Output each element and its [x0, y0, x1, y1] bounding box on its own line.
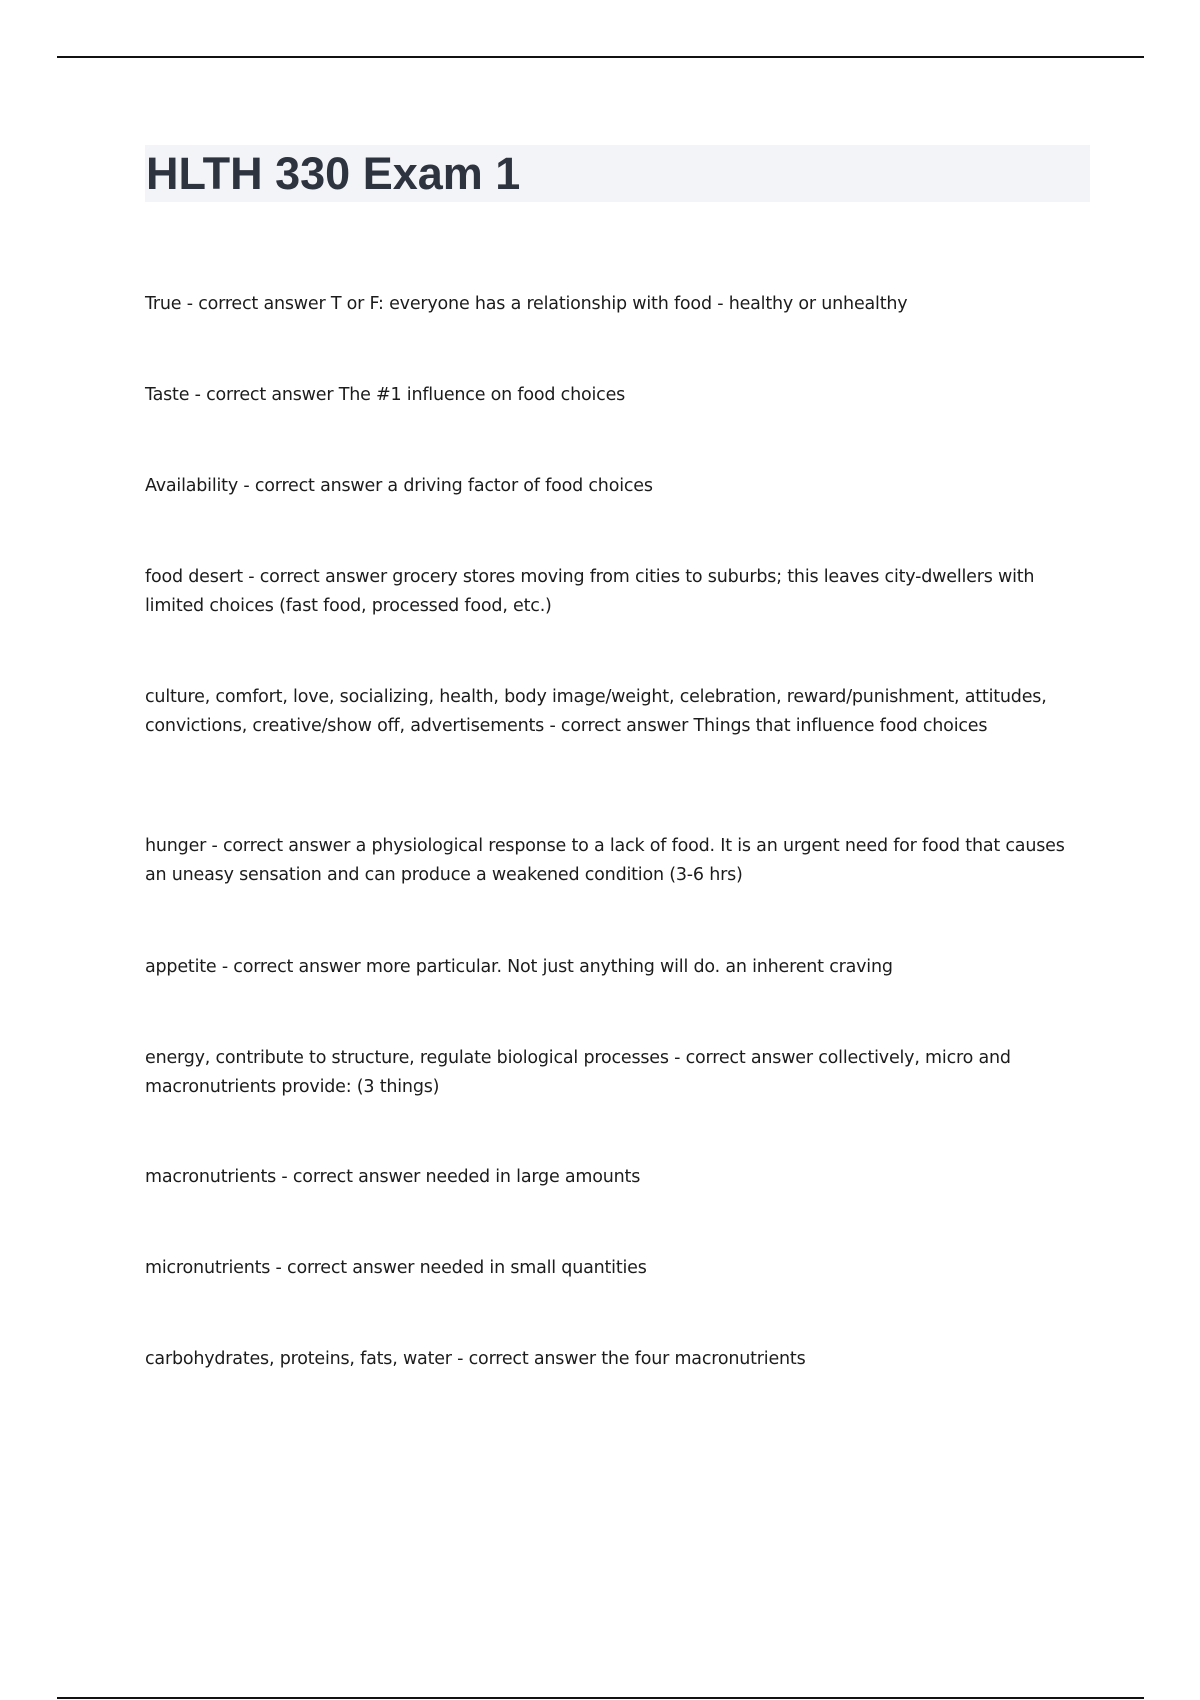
qa-item: energy, contribute to structure, regulate biological processes - correct answer collectively, micro and macronutrients provide: (3 things) — [145, 1048, 1011, 1097]
qa-item: culture, comfort, love, socializing, health, body image/weight, celebration, reward/punishment, attitudes, convictions, creative/show off, advertisements - correct answer Things that influence food choices — [145, 687, 1047, 736]
qa-item: Taste - correct answer The #1 influence on food choices — [145, 385, 626, 405]
qa-item: appetite - correct answer more particular. Not just anything will do. an inherent craving — [145, 957, 893, 977]
bottom-rule — [57, 1697, 1144, 1699]
top-rule — [57, 56, 1144, 58]
qa-item: carbohydrates, proteins, fats, water - correct answer the four macronutrients — [145, 1349, 806, 1369]
qa-item: hunger - correct answer a physiological response to a lack of food. It is an urgent need for food that causes an uneasy sensation and can produce a weakened condition (3-6 hrs) — [145, 836, 1065, 885]
qa-item: True - correct answer T or F: everyone has a relationship with food - healthy or unhealthy — [145, 294, 908, 314]
qa-item: macronutrients - correct answer needed in large amounts — [145, 1167, 641, 1187]
qa-item: micronutrients - correct answer needed in small quantities — [145, 1258, 647, 1278]
qa-item: food desert - correct answer grocery stores moving from cities to suburbs; this leaves city-dwellers with limited choices (fast food, processed food, etc.) — [145, 567, 1035, 616]
page-title: HLTH 330 Exam 1 — [146, 148, 521, 199]
qa-item: Availability - correct answer a driving factor of food choices — [145, 476, 653, 496]
